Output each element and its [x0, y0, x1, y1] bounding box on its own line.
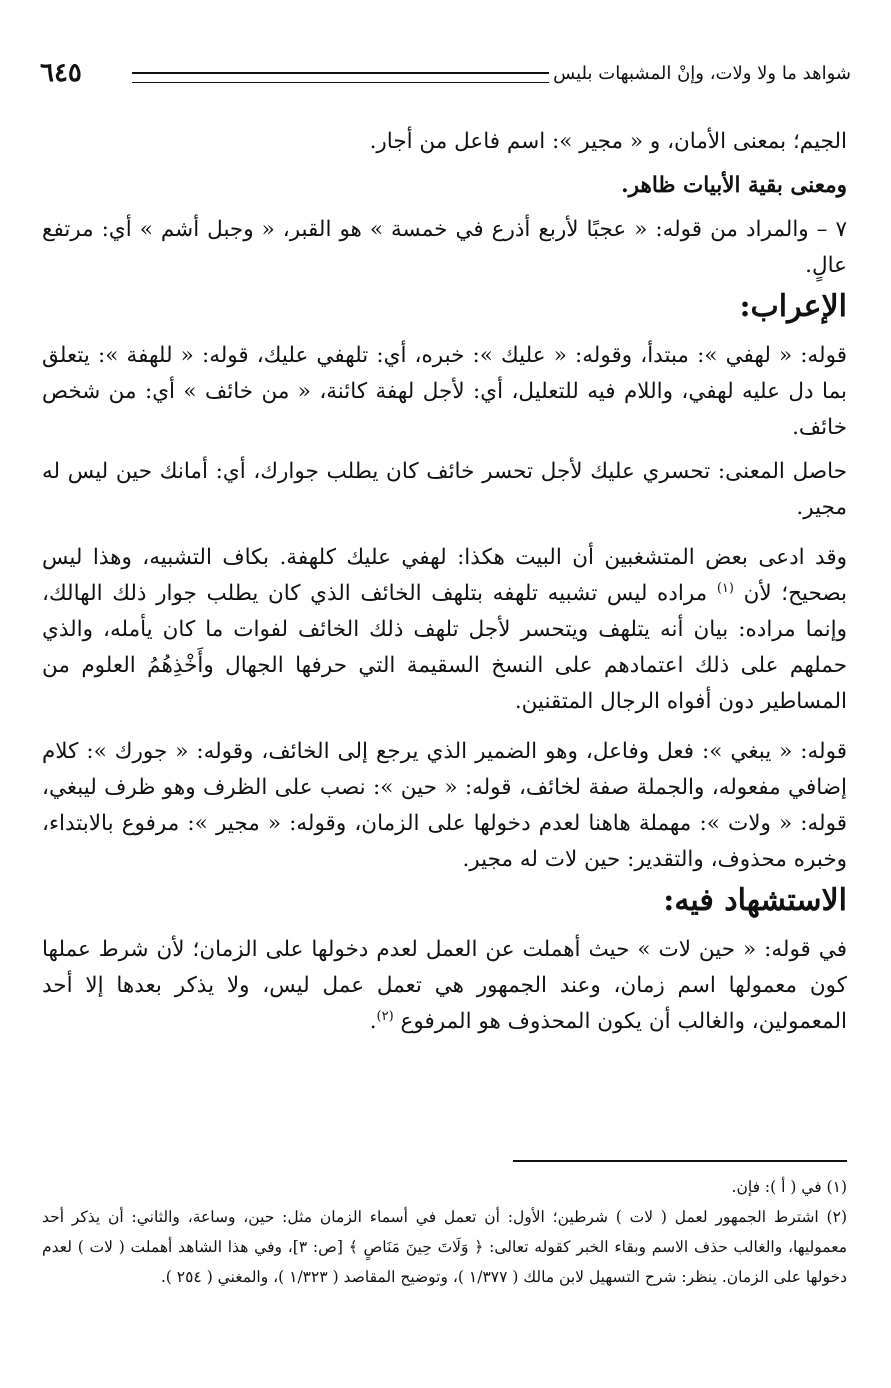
paragraph-7: قوله: « يبغي »: فعل وفاعل، وهو الضمير الذي يرجع إلى الخائف، وقوله: « جورك »: كلام إضافي مفعوله، والجملة صفة لخائف، قوله: « حين »: نصب على الظرف وهو ظرف ليبغي، قوله: « ولات »: مهملة هاهنا لعدم دخولها على الزمان، وقوله: « مجير »: مرفوع بالابتداء، وخبره محذوف، والتقدير: حين لات له مجير. — [42, 739, 847, 872]
paragraph-6 — [42, 540, 847, 720]
footnotes — [42, 1172, 847, 1292]
paragraph-8 — [42, 932, 847, 1040]
running-title: شواهد ما ولا ولات، وإنْ المشبهات بليس — [553, 63, 851, 84]
bold-line: ومعنى بقية الأبيات ظاهر. — [621, 173, 847, 198]
paragraph-6-part-a: وقد ادعى بعض المتشغبين أن البيت هكذا: لهفي عليك كلهفة. بكاف التشبيه، وهذا ليس بصحيح؛ لأن — [42, 545, 847, 606]
main-text — [42, 124, 847, 1040]
section-heading-shahid: الاستشهاد فيه: — [663, 883, 847, 918]
page-number: ٦٤٥ — [40, 58, 82, 88]
paragraph-8-text: في قوله: « حين لات » حيث أهملت عن العمل لعدم دخولها على الزمان؛ لأن شرط عملها كون معمولها اسم زمان، وعند الجمهور هي تعمل عمل ليس، ولا يذكر بعدها إلا أحد المعمولين، والغالب أن يكون المحذوف هو المرفوع — [42, 937, 847, 1034]
page-header — [40, 58, 851, 92]
section-heading-irab: الإعراب: — [739, 289, 847, 324]
footnote-ref-1: (١) — [716, 580, 734, 596]
paragraph-2 — [42, 168, 847, 204]
footnote-1: (١) في ( أ ): فإن. — [731, 1178, 847, 1196]
footnote-2: (٢) اشترط الجمهور لعمل ( لات ) شرطين؛ الأول: أن تعمل في أسماء الزمان مثل: حين، وساعة، والثاني: أن يذكر أحد معموليها، والغالب حذف الاسم وبقاء الخبر كقوله تعالى: ﴿ وَلَاتَ حِينَ مَنَاصٍ ﴾ [ص: ٣]، وفي هذا الشاهد أهملت ( لات ) لعدم دخولها على الزمان. ينظر: شرح التسهيل لابن مالك ( ١/٣٧٧ )، وتوضيح المقاصد ( ١/٣٢٣ )، والمغني ( ٢٥٤ ). — [42, 1208, 848, 1286]
paragraph-6-part-b: مراده ليس تشبيه تلهفه بتلهف الخائف الذي كان يطلب جوار ذلك الهالك، وإنما مراده: بيان أنه يتلهف ويتحسر لأجل تلهف ذلك الخائف لفوات ما كان يأمله، والذي حملهم على ذلك اعتمادهم على النسخ السقيمة التي حرفها الجهال وأَخْذِهُمُ العلوم من المساطير دون أفواه الرجال المتقنين. — [42, 581, 847, 714]
paragraph-8-end: . — [369, 1009, 377, 1034]
paragraph-4: قوله: « لهفي »: مبتدأ، وقوله: « عليك »: خبره، أي: تلهفي عليك، قوله: « للهفة »: يتعلق بما دل عليه لهفي، واللام فيه للتعليل، أي: لأجل لهفة كائنة، « من خائف » أي: من شخص خائف. — [42, 343, 847, 440]
paragraph-5: حاصل المعنى: تحسري عليك لأجل تحسر خائف كان يطلب جوارك، أي: أمانك حين ليس له مجير. — [42, 459, 847, 520]
footnote-rule — [513, 1160, 847, 1162]
footnote-ref-2: (٢) — [376, 1008, 394, 1024]
paragraph-3: ٧ – والمراد من قوله: « عجبًا لأربع أذرع في خمسة » هو القبر، « وجبل أشم » أي: مرتفع عالٍ. — [42, 217, 847, 278]
paragraph-1: الجيم؛ بمعنى الأمان، و « مجير »: اسم فاعل من أجار. — [369, 129, 847, 154]
header-rule — [132, 72, 549, 83]
